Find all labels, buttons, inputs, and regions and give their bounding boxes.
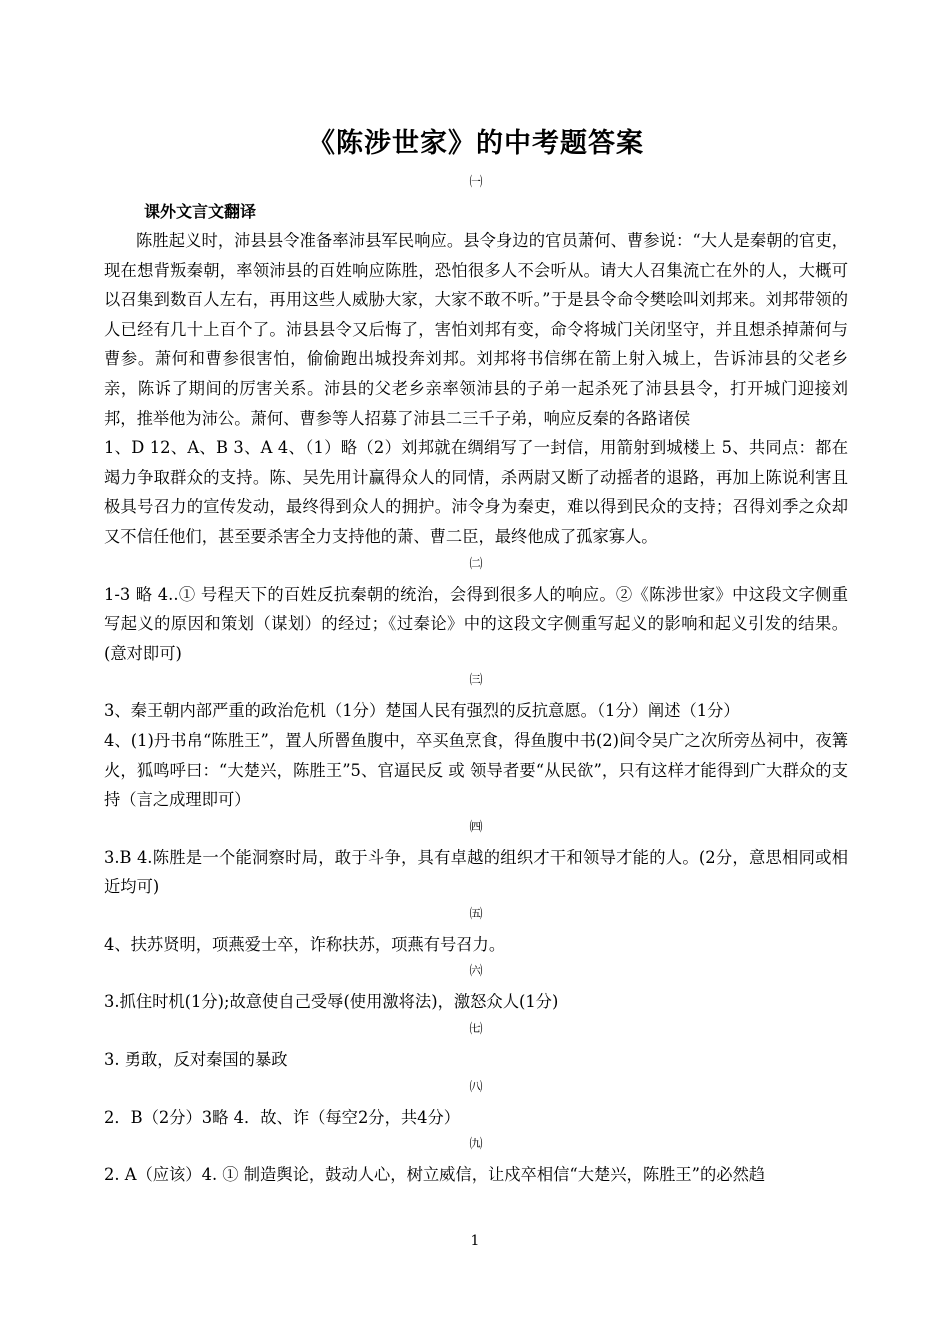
answer-paragraph: 4、(1)丹书帛“陈胜王”，置人所罾鱼腹中，卒买鱼烹食，得鱼腹中书(2)间令吴广之次所旁丛祠中，夜篝火，狐鸣呼曰：“大楚兴，陈胜王”5、官逼民反 或 领导者要“从民欲”，只有这样才能得到广大群众的支持（言之成理即可） <box>104 730 848 810</box>
translation-paragraph: 陈胜起义时，沛县县令准备率沛县军民响应。县令身边的官员萧何、曹参说：“大人是秦朝的官吏，现在想背叛秦朝，率领沛县的百姓响应陈胜，恐怕很多人不会听从。请大人召集流亡在外的人，大概可以召集到数百人左右，再用这些人威胁大家，大家不敢不听。”于是县令命令樊哙叫刘邦来。刘邦带领的人已经有几十上百个了。沛县县令又后悔了，害怕刘邦有变，命令将城门关闭坚守，并且想杀掉萧何与曹参。萧何和曹参很害怕，偷偷跑出城投奔刘邦。刘邦将书信绑在箭上射入城上，告诉沛县的父老乡亲，陈诉了期间的厉害关系。沛县的父老乡亲率领沛县的子弟一起杀死了沛县县令，打开城门迎接刘邦，推举他为沛公。萧何、曹参等人招募了沛县二三千子弟，响应反秦的各路诸侯 <box>104 231 848 428</box>
section-marker-6: ㈥ <box>469 964 483 980</box>
section-marker-4: ㈣ <box>469 819 483 835</box>
answer-paragraph: 2. A（应该）4. ① 制造舆论，鼓动人心，树立威信，让戍卒相信“大楚兴，陈胜王”的必然趋 <box>104 1165 766 1185</box>
answer-paragraph: 3. 勇敢，反对秦国的暴政 <box>104 1050 288 1070</box>
section-marker-8: ㈧ <box>469 1079 483 1095</box>
answer-paragraph: 2．B（2分）3略 4．故、诈（每空2分，共4分） <box>104 1107 461 1127</box>
answer-paragraph: 1-3 略 4..① 号程天下的百姓反抗秦朝的统治，会得到很多人的响应。②《陈涉世家》中这段文字侧重写起义的原因和策划（谋划）的经过；《过秦论》中的这段文字侧重写起义的影响和起义引发的结果。(意对即可) <box>104 584 848 663</box>
section-marker-1: ㈠ <box>469 175 483 190</box>
page-number: 1 <box>470 1233 480 1249</box>
answer-paragraph: 1、D 12、A、B 3、A 4、（1）略（2）刘邦就在绸绢写了一封信，用箭射到城楼上 5、共同点：都在竭力争取群众的支持。陈、吴先用计赢得众人的同情，杀两尉又断了动摇者的退路，再加上陈说利害且极具号召力的宣传发动，最终得到众人的拥护。沛令身为秦吏，难以得到民众的支持；召得刘季之众却又不信任他们，甚至要杀害全力支持他的萧、曹二臣，最终他成了孤家寡人。 <box>104 438 848 546</box>
section-marker-9: ㈨ <box>469 1137 483 1153</box>
document-title: 《陈涉世家》的中考题答案 <box>308 128 644 159</box>
section-subheading: 课外文言文翻译 <box>144 202 257 221</box>
answer-paragraph: 3.B 4.陈胜是一个能洞察时局，敢于斗争，具有卓越的组织才干和领导才能的人。(2分，意思相同或相近均可) <box>104 847 848 897</box>
section-marker-5: ㈤ <box>469 906 483 922</box>
answer-paragraph: 3、秦王朝内部严重的政治危机（1分）楚国人民有强烈的反抗意愿。（1分）阐述（1分） <box>104 701 740 721</box>
answer-paragraph: 4、扶苏贤明，项燕爱士卒，诈称扶苏，项燕有号召力。 <box>104 934 506 954</box>
section-marker-3: ㈢ <box>469 673 483 689</box>
answer-paragraph: 3.抓住时机(1分);故意使自己受辱(使用激将法)，激怒众人(1分) <box>104 992 559 1012</box>
document-body <box>104 118 848 1190</box>
section-marker-7: ㈦ <box>469 1022 483 1038</box>
section-marker-2: ㈡ <box>469 556 483 572</box>
